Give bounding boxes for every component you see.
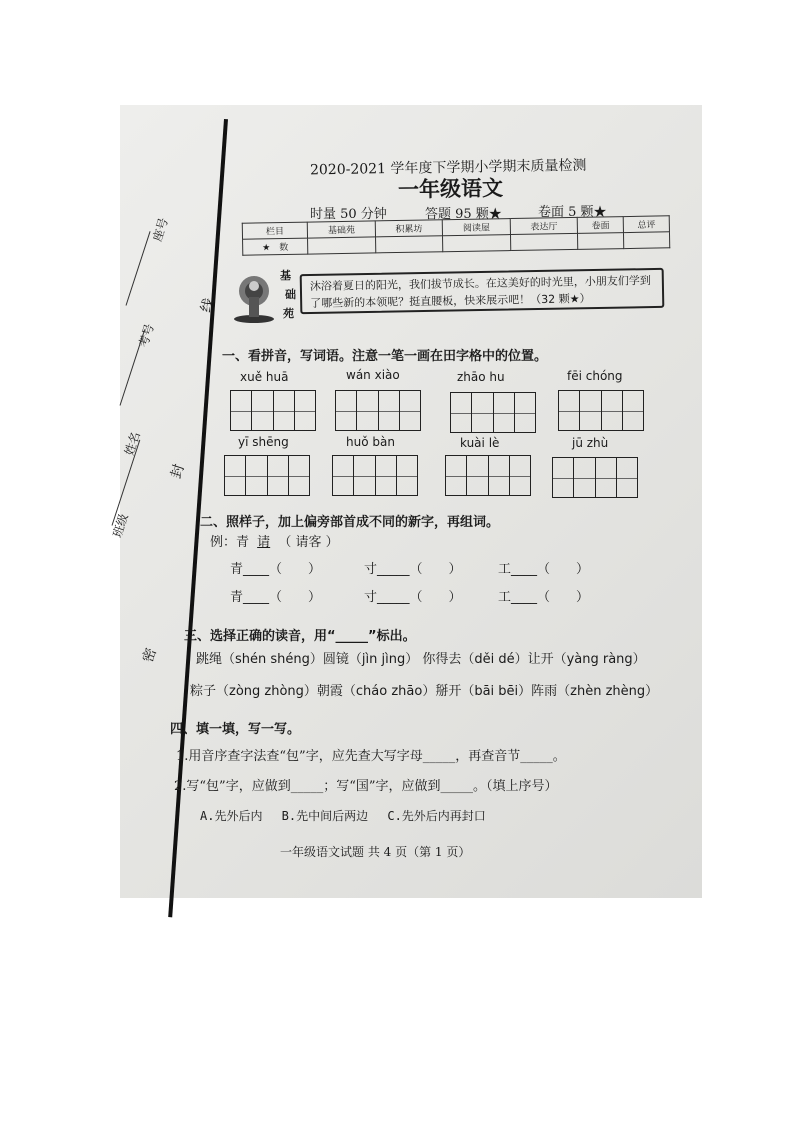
q2-example bbox=[210, 531, 339, 550]
score-header-cell: 阅读屋 bbox=[443, 219, 511, 236]
pinyin-label: xuě huā bbox=[240, 370, 289, 384]
page-footer: 一年级语文试题 共 4 页（第 1 页） bbox=[280, 845, 471, 859]
score-row-label: ★ 数 bbox=[243, 238, 309, 255]
score-cell[interactable] bbox=[375, 236, 443, 253]
tianzi-grid[interactable] bbox=[332, 455, 418, 496]
q2-blank[interactable]: 寸_____（ ） bbox=[364, 562, 462, 577]
exam-photo bbox=[110, 105, 702, 898]
pinyin-label: wán xiào bbox=[346, 368, 400, 382]
score-cell[interactable] bbox=[624, 232, 670, 249]
q2-blank[interactable]: 寸_____（ ） bbox=[364, 590, 462, 605]
score-header-cell: 基础苑 bbox=[307, 221, 375, 238]
exam-questions: 答题 95 颗★ bbox=[425, 207, 502, 222]
q4-item-2[interactable]: 2.写“包”字，应做到_____；写“国”字，应做到_____。（填上序号） bbox=[174, 779, 558, 794]
subject-title: 一年级语文 bbox=[397, 176, 504, 202]
q2-blank[interactable]: 青____（ ） bbox=[230, 590, 322, 605]
q2-example-prefix: 例：青 bbox=[210, 535, 250, 550]
logo-char-1: 基 bbox=[280, 269, 291, 282]
tianzi-grid[interactable] bbox=[335, 390, 421, 431]
score-header-cell: 卷面 bbox=[578, 217, 624, 234]
tianzi-grid[interactable] bbox=[450, 392, 536, 433]
tianzi-grid[interactable] bbox=[224, 455, 310, 496]
q3-heading: 三、选择正确的读音，用“_____”标出。 bbox=[184, 629, 416, 644]
q4-item-1[interactable]: 1.用音序查字法查“包”字，应先查大写字母_____，再查音节_____。 bbox=[176, 749, 566, 764]
score-header-cell: 栏目 bbox=[242, 222, 308, 239]
score-cell[interactable] bbox=[308, 237, 376, 254]
q4-heading: 四、填一填，写一写。 bbox=[170, 722, 301, 737]
score-header-cell: 总评 bbox=[623, 216, 669, 233]
q3-line-2[interactable]: 粽子（zòng zhòng）朝霞（cháo zhāo）掰开（bāi bēi）阵雨（zhèn zhèng） bbox=[190, 684, 659, 699]
q2-blank[interactable]: 工____（ ） bbox=[498, 590, 590, 605]
pinyin-label: kuài lè bbox=[460, 436, 500, 450]
pinyin-label: zhāo hu bbox=[457, 370, 505, 384]
q2-blank[interactable]: 青____（ ） bbox=[230, 562, 322, 577]
tianzi-grid[interactable] bbox=[552, 457, 638, 498]
logo-char-2: 础 bbox=[285, 288, 296, 301]
exam-title: 2020-2021 学年度下学期小学期末质量检测 bbox=[309, 157, 587, 179]
q2-example-word: （ 请客 ） bbox=[278, 535, 339, 550]
pinyin-label: jū zhù bbox=[572, 436, 609, 450]
score-cell[interactable] bbox=[510, 233, 578, 250]
section-intro-banner: 沐浴着夏日的阳光，我们拔节成长。在这美好的时光里，小朋友们学到了哪些新的本领呢？挺直腰板，快来展示吧！（32 颗★） bbox=[300, 268, 665, 314]
q3-line-1[interactable]: 跳绳（shén shéng）圆镜（jìn jìng） 你得去（děi dé）让开（yàng ràng） bbox=[196, 652, 646, 667]
score-table bbox=[242, 215, 671, 255]
score-cell[interactable] bbox=[443, 235, 511, 252]
tianzi-grid[interactable] bbox=[230, 390, 316, 431]
exam-no-label: 考号 bbox=[136, 322, 157, 350]
exam-time: 时量 50 分钟 bbox=[310, 207, 387, 222]
seal-seal-char: 封 bbox=[168, 462, 188, 481]
class-label: 班级 bbox=[110, 512, 131, 540]
logo-char-3: 苑 bbox=[283, 307, 294, 320]
score-header-cell: 积累坊 bbox=[375, 220, 443, 237]
seat-label: 座号 bbox=[150, 216, 171, 244]
score-header-cell: 表达厅 bbox=[510, 217, 578, 234]
score-cell[interactable] bbox=[578, 233, 624, 250]
q2-heading: 二、照样子，加上偏旁部首成不同的新字，再组词。 bbox=[200, 515, 500, 530]
q4-options: A.先外后内 B.先中间后两边 C.先外后内再封口 bbox=[200, 809, 486, 823]
seal-secret-char: 密 bbox=[140, 646, 160, 665]
q2-example-answer: 请 bbox=[257, 535, 271, 550]
tianzi-grid[interactable] bbox=[445, 455, 531, 496]
exam-neatness: 卷面 5 颗★ bbox=[538, 205, 607, 220]
pinyin-label: fēi chóng bbox=[567, 369, 623, 383]
basics-logo-icon bbox=[232, 269, 282, 323]
seat-underline bbox=[126, 231, 151, 305]
pinyin-label: yī shēng bbox=[238, 435, 289, 449]
tianzi-grid[interactable] bbox=[558, 390, 644, 431]
pinyin-label: huǒ bàn bbox=[346, 435, 395, 449]
q1-heading: 一、看拼音，写词语。注意一笔一画在田字格中的位置。 bbox=[222, 349, 548, 364]
seal-line-char: 线 bbox=[198, 296, 218, 315]
name-label: 姓名 bbox=[122, 430, 143, 458]
q2-blank[interactable]: 工____（ ） bbox=[498, 562, 590, 577]
